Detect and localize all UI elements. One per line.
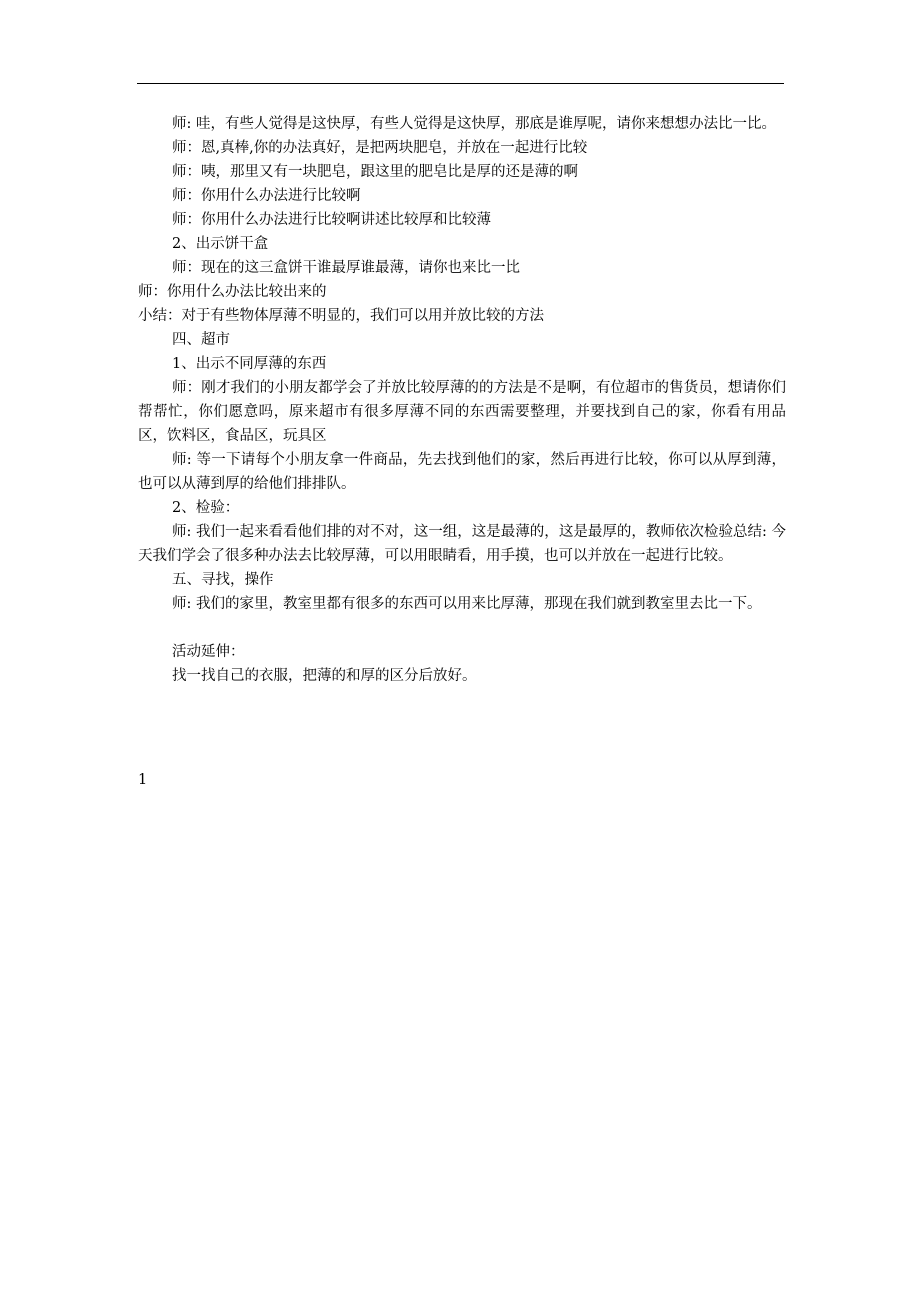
section-heading: 活动延伸： xyxy=(172,644,245,660)
section-heading: 2、检验： xyxy=(172,500,240,516)
paragraph: 师：你用什么办法比较出来的 xyxy=(138,284,327,300)
paragraph: 师：你用什么办法进行比较啊 xyxy=(172,188,361,204)
paragraph: 师：刚才我们的小朋友都学会了并放比较厚薄的的方法是不是啊，有位超市的售货员，想请你们帮帮忙，你们愿意吗，原来超市有很多厚薄不同的东西需要整理，并要找到自己的家，你看有用品区，饮料区，食品区，玩具区 xyxy=(138,380,786,444)
page-number: 1 xyxy=(138,772,148,788)
paragraph: 师: 我们一起来看看他们排的对不对，这一组，这是最薄的，这是最厚的，教师依次检验总结: 今天我们学会了很多种办法去比较厚薄，可以用眼睛看，用手摸，也可以并放在一起进行比较。 xyxy=(138,524,786,564)
paragraph: 师：现在的这三盒饼干谁最厚谁最薄，请你也来比一比 xyxy=(172,260,520,276)
section-heading: 五、寻找，操作 xyxy=(172,572,274,588)
paragraph: 师: 等一下请每个小朋友拿一件商品，先去找到他们的家，然后再进行比较，你可以从厚到薄，也可以从薄到厚的给他们排排队。 xyxy=(138,452,786,492)
paragraph: 师：你用什么办法进行比较啊讲述比较厚和比较薄 xyxy=(172,212,491,228)
document-body xyxy=(138,112,786,688)
header-rule xyxy=(137,83,784,84)
paragraph: 师：恩,真棒,你的办法真好，是把两块肥皂，并放在一起进行比较 xyxy=(172,140,588,156)
blank-line xyxy=(138,616,786,640)
paragraph: 师: 我们的家里，教室里都有很多的东西可以用来比厚薄，那现在我们就到教室里去比一下。 xyxy=(172,596,762,612)
section-heading: 1、出示不同厚薄的东西 xyxy=(172,356,327,372)
paragraph: 师: 哇，有些人觉得是这快厚，有些人觉得是这快厚，那底是谁厚呢，请你来想想办法比一比。 xyxy=(172,116,776,132)
summary-paragraph: 小结：对于有些物体厚薄不明显的，我们可以用并放比较的方法 xyxy=(138,308,544,324)
section-heading: 2、出示饼干盒 xyxy=(172,236,269,252)
paragraph: 找一找自己的衣服，把薄的和厚的区分后放好。 xyxy=(172,668,477,684)
paragraph: 师：咦，那里又有一块肥皂，跟这里的肥皂比是厚的还是薄的啊 xyxy=(172,164,578,180)
section-heading: 四、超市 xyxy=(172,332,230,348)
